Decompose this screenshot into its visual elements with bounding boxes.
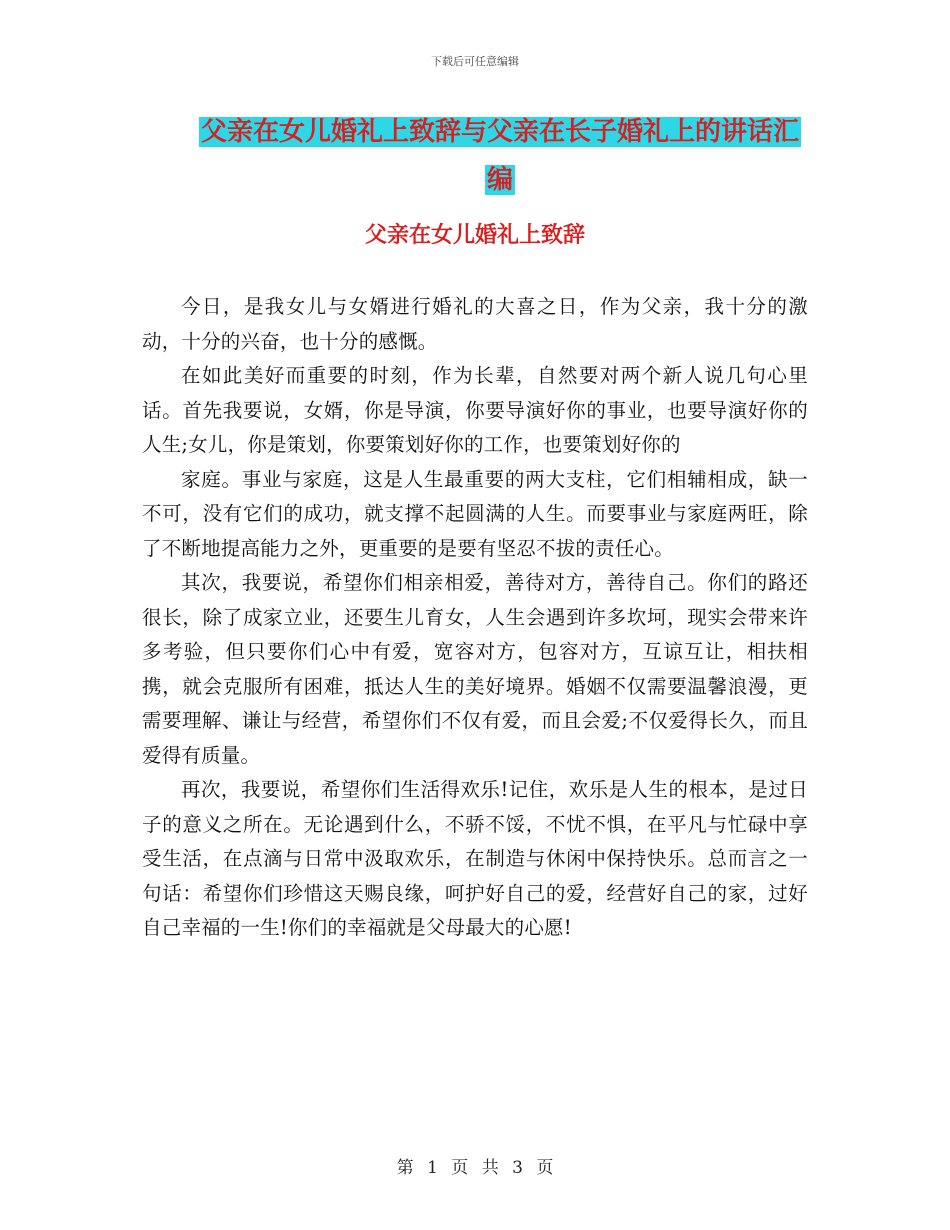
document-title [190,108,810,204]
paragraph-3: 家庭。事业与家庭，这是人生最重要的两大支柱，它们相辅相成，缺一不可，没有它们的成功，就支撑不起圆满的人生。而要事业与家庭两旺，除了不断地提高能力之外，更重要的是要有坚忍不拔的责任心。 [142,467,808,560]
document-body [142,290,808,946]
footer-total-prefix: 共 [481,1158,499,1178]
paragraph-4: 其次，我要说，希望你们相亲相爱，善待对方，善待自己。你们的路还很长，除了成家立业，还要生儿育女，人生会遇到许多坎坷，现实会带来许多考验，但只要你们心中有爱，宽容对方，包容对方，互谅互让，相扶相携，就会克服所有困难，抵达人生的美好境界。婚姻不仅需要温馨浪漫，更需要理解、谦让与经营，希望你们不仅有爱，而且会爱;不仅爱得长久，而且爱得有质量。 [142,571,808,767]
page-footer [0,1153,950,1178]
document-title-line1: 父亲在女儿婚礼上致辞与父亲在长子婚礼上的讲话汇 [200,117,799,147]
paragraph-1: 今日，是我女儿与女婿进行婚礼的大喜之日，作为父亲，我十分的激动，十分的兴奋，也十分的感慨。 [142,295,808,353]
footer-page-label: 页 [451,1158,469,1178]
footer-prefix: 第 [396,1158,414,1178]
document-title-line2: 编 [486,165,513,195]
footer-suffix: 页 [536,1158,554,1178]
header-note: 下载后可任意编辑 [431,55,519,68]
section-title: 父亲在女儿婚礼上致辞 [364,223,585,248]
paragraph-2: 在如此美好而重要的时刻，作为长辈，自然要对两个新人说几句心里话。首先我要说，女婿，你是导演，你要导演好你的事业，也要导演好你的人生;女儿，你是策划，你要策划好你的工作，也要策划好你的 [142,364,808,456]
paragraph-5: 再次，我要说，希望你们生活得欢乐!记住，欢乐是人生的根本，是过日子的意义之所在。无论遇到什么，不骄不馁，不忧不惧，在平凡与忙碌中享受生活，在点滴与日常中汲取欢乐，在制造与休闲中保持快乐。总而言之一句话：希望你们珍惜这天赐良缘，呵护好自己的爱，经营好自己的家，过好自己幸福的一生!你们的幸福就是父母最大的心愿! [142,778,808,939]
footer-current-page: 1 [427,1158,438,1178]
footer-total-pages: 3 [512,1158,523,1178]
